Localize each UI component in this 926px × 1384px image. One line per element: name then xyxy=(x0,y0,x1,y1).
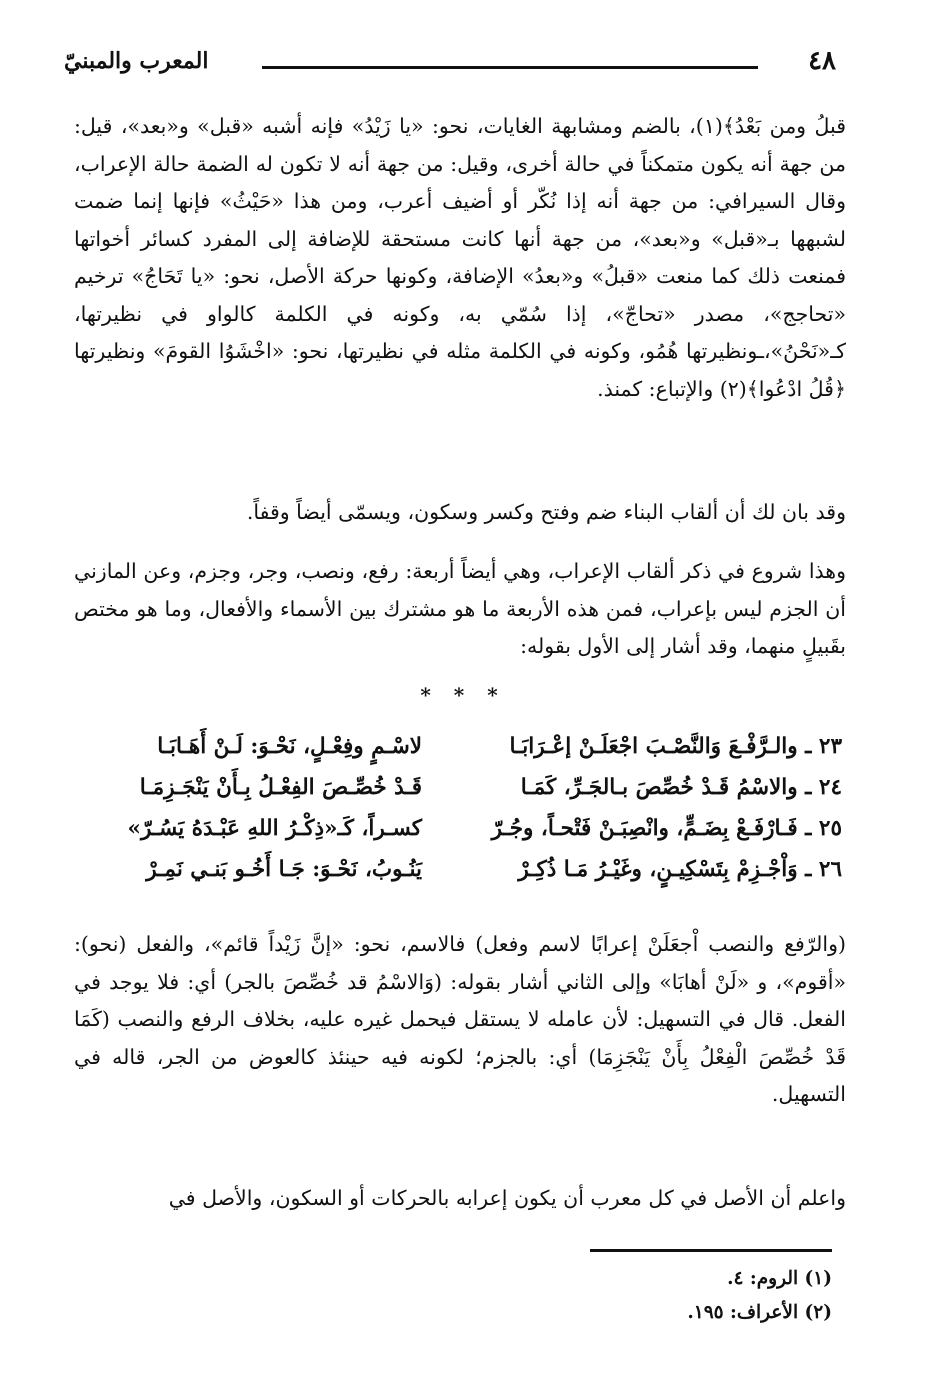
footnote-1: (١) الروم: ٤. xyxy=(727,1268,832,1289)
running-title: المعرب والمبنيّ xyxy=(64,48,209,74)
verse-second-hemistich: يَنُـوبُ، نَحْـوَ: جَـا أَخُـو بَنـي نَمِـرْ xyxy=(146,857,422,882)
footnote-rule xyxy=(590,1249,832,1252)
footnotes xyxy=(432,1262,832,1330)
verse-first-hemistich: ٢٤ ـ والاسْمُ قَـدْ خُصِّصَ بـالجَـرِّ، كَمَـا xyxy=(520,775,842,800)
verse-line xyxy=(82,726,842,767)
verse-second-hemistich: قَـدْ خُصِّـصَ الفِعْـلُ بِـأَنْ يَنْجَـزِمَـا xyxy=(139,775,422,800)
paragraph-text: واعلم أن الأصل في كل معرب أن يكون إعرابه بالحركات أو السكون، والأصل في xyxy=(168,1186,846,1210)
paragraph-5 xyxy=(74,1180,846,1218)
verse-first-hemistich: ٢٣ ـ والـرَّفْـعَ وَالنَّصْـبَ اجْعَلَـنْ إعْـرَابَـا xyxy=(509,734,842,759)
verse-second-hemistich: كسـراً، كَـ«ذِكْـرُ اللهِ عَبْـدَهُ يَسُـرّ» xyxy=(127,816,422,841)
verse-first-hemistich: ٢٦ ـ وَاْجْـزِمْ بِتَسْكِيـنٍ، وغَيْـرُ مَـا ذُكِـرْ xyxy=(518,857,842,882)
paragraph-text: وهذا شروع في ذكر ألقاب الإعراب، وهي أيضاً أربعة: رفع، ونصب، وجر، وجزم، وعن المازني أن الجزم ليس بإعراب، فمن هذه الأربعة ما هو مشترك بين الأسماء والأفعال، وما هو مختص بقَبيلٍ منهما، وقد أشار إلى الأول بقوله: xyxy=(74,559,846,658)
paragraph-3 xyxy=(74,553,846,666)
verse-line xyxy=(82,849,842,890)
verse-first-hemistich: ٢٥ ـ فَـارْفَـعْ بِضَـمٍّ، وانْصِبَـنْ فَتْحـاً، وجُـرّ xyxy=(491,816,842,841)
paragraph-text: قبلُ ومن بَعْدُ﴾(١)، بالضم ومشابهة الغايات، نحو: «يا زَيْدُ» فإنه أشبه «قبل» و«بعد»، قيل: من جهة أنه يكون متمكناً في حالة أخرى، وقيل: من جهة أنه لا تكون له الضمة حالة الإعراب، وقال السيرافي: من جهة أنه إذا نُكّر أو أضيف أعرب، ومن هذا «حَيْثُ» فإنها إنما ضمت لشبهها بـ«قبل» و«بعد»، من جهة أنها كانت مستحقة للإضافة إلى المفرد كسائر أخواتها فمنعت ذلك كما منعت «قبلُ» و«بعدُ» الإضافة، وكونها حركة الأصل، نحو: «يا تَحَاجُ» ترخيم «تحاجج»، مصدر «تحاجّ»، إذا سُمّي به، وكونه في الكلمة كالواو في نظيرتها، كـ«نَحْنُ»،ـونظيرتها هُمُو، وكونه في الكلمة مثله في نظيرتها، نحو: «اخْشَوُا القومَ» ونظيرتها ﴿قُلُ ادْعُوا﴾(٢) والإتباع: كمنذ. xyxy=(74,114,847,401)
verse-second-hemistich: لاسْـمٍ وفِعْـلٍ، نَحْـوَ: لَـنْ أَهَـابَـا xyxy=(157,734,422,759)
page-number: ٤٨ xyxy=(808,46,836,76)
section-separator: * * * xyxy=(420,683,506,707)
poem-verses xyxy=(82,726,842,890)
paragraph-2 xyxy=(74,494,846,532)
paragraph-text: وقد بان لك أن ألقاب البناء ضم وفتح وكسر وسكون، ويسمّى أيضاً وقفاً. xyxy=(246,500,846,524)
paragraph-text: (والرّفع والنصب اْجعَلَنْ إعرابًا لاسم وفعل) فالاسم، نحو: «إنَّ زَيْداً قائم»، والفعل (نحو): «أقوم»، و «لَنْ أهابَا» وإلى الثاني أشار بقوله: (وَالاسْمُ قد خُصِّصَ بالجر) أي: فلا يوجد في الفعل. قال في التسهيل: لأن عامله لا يستقل فيحمل غيره عليه، بخلاف الرفع والنصب (كَمَا قَدْ خُصِّصَ الْفِعْلُ بِأَنْ يَنْجَزِمَا) أي: بالجزم؛ لكونه فيه حينئذ كالعوض من الجر، قاله في التسهيل. xyxy=(74,932,846,1106)
paragraph-1 xyxy=(74,108,846,408)
verse-line xyxy=(82,808,842,849)
header-rule xyxy=(262,66,758,69)
footnote-2: (٢) الأعراف: ١٩٥. xyxy=(687,1302,832,1323)
page-header xyxy=(64,44,836,84)
paragraph-4 xyxy=(74,926,846,1114)
verse-line xyxy=(82,767,842,808)
